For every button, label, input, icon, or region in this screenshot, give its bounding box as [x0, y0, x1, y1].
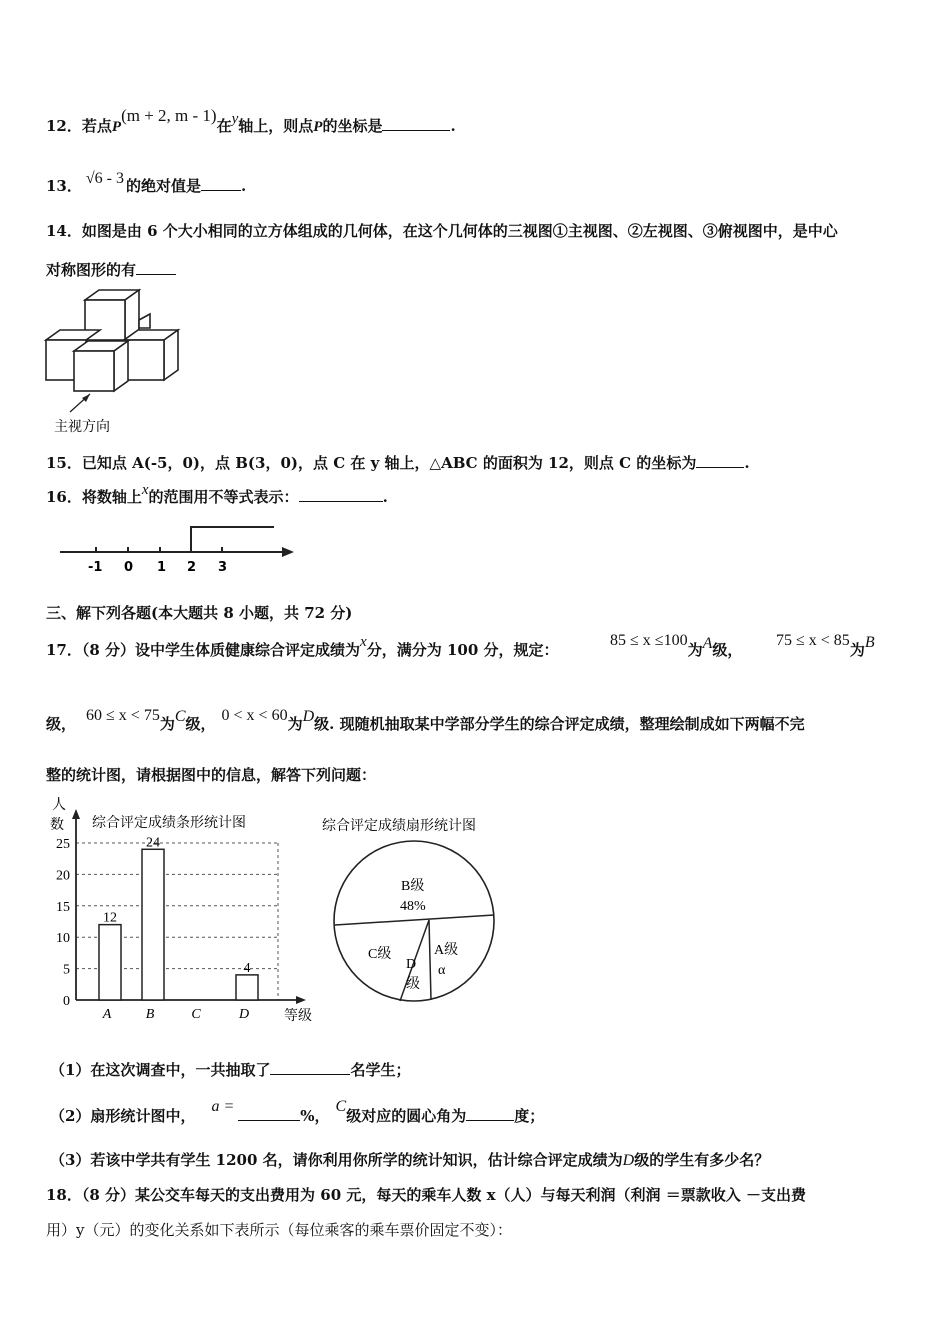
slice-value-b: 48% — [400, 899, 426, 914]
grade-b-rule — [776, 632, 875, 661]
tick-label: 0 — [124, 560, 134, 575]
slice-value-a: α — [438, 963, 446, 978]
y-axis-label: 数 — [50, 817, 64, 833]
text: . — [382, 488, 388, 506]
y-tick-label: 20 — [56, 868, 70, 884]
y-tick-label: 10 — [56, 931, 70, 947]
tick-label: 3 — [218, 560, 228, 575]
text: 若点 — [81, 117, 112, 135]
slice-label-d-ji: 级 — [406, 977, 420, 992]
bar-chart-title: 综合评定成绩条形统计图 — [92, 815, 246, 831]
question-13 — [46, 170, 247, 197]
grade-a-rule — [610, 632, 743, 661]
text: （1）在这次调查中，一共抽取了 — [50, 1061, 271, 1079]
x-axis-label: 等级 — [284, 1008, 312, 1024]
slice-label-a: A级 — [434, 943, 459, 958]
y-axis-arrow — [72, 809, 80, 819]
question-number: 13． — [46, 177, 82, 195]
text: 轴上，则点 — [238, 117, 314, 135]
var-a: a = — [211, 1098, 235, 1115]
text: 级的学生有多少名？ — [634, 1151, 770, 1169]
question-18-line2: 用）y（元）的变化关系如下表所示（每位乘客的乘车票价固定不变）： — [46, 1221, 512, 1239]
x-tick-label: B — [145, 1007, 155, 1022]
range-a: 85 ≤ x ≤100 — [610, 632, 688, 649]
bar-value-label: 12 — [103, 910, 117, 926]
question-17-sub2 — [50, 1098, 545, 1127]
text: （3）若该中学共有学生 1200 名，请你利用你所学的统计知识，估计综合评定成绩为 — [50, 1151, 623, 1169]
text: 的坐标是 — [322, 117, 383, 135]
number-line — [58, 520, 298, 576]
answer-blank[interactable] — [238, 1104, 300, 1121]
question-14-line1: 14．如图是由 6 个大小相同的立方体组成的几何体，在这个几何体的三视图①主视图、②左视图、③俯视图中，是中心 — [46, 222, 838, 240]
tick-label: 1 — [157, 560, 167, 575]
question-12 — [46, 106, 456, 137]
bar-value-label: 4 — [243, 960, 251, 976]
pie-chart — [318, 808, 518, 1008]
tick-label: -1 — [88, 560, 103, 575]
question-17-line3: 整的统计图，请根据图中的信息，解答下列问题： — [46, 766, 377, 784]
range-d: 0 < x < 60 — [221, 707, 288, 724]
x-axis-arrow — [296, 996, 306, 1004]
question-16 — [46, 482, 388, 508]
bar-a — [99, 925, 121, 1000]
tick-label: 2 — [187, 560, 197, 575]
text: 在 — [216, 117, 232, 135]
y-tick-label: 0 — [63, 994, 70, 1009]
text: 对称图形的有 — [46, 261, 137, 279]
x-tick-label: A — [102, 1007, 112, 1022]
figure-label: 主视方向 — [54, 419, 110, 435]
text: 的范围用不等式表示： — [148, 488, 299, 506]
text: （2）扇形统计图中， — [50, 1107, 196, 1125]
answer-blank[interactable] — [201, 174, 241, 191]
question-15 — [46, 451, 750, 473]
pie-title: 综合评定成绩扇形统计图 — [322, 818, 476, 834]
text: . — [450, 117, 456, 135]
point-p: P — [111, 119, 122, 135]
sqrt-expression: √6 - 3 — [85, 170, 124, 187]
point-coordinate: (m + 2, m - 1) — [121, 106, 217, 125]
text: 为 — [849, 641, 865, 659]
question-17-line2 — [46, 707, 805, 735]
x-tick-label: C — [191, 1007, 201, 1022]
text: 度； — [514, 1107, 545, 1125]
text: 分，满分为 100 分，规定： — [366, 641, 559, 659]
text: 为 — [159, 715, 175, 733]
answer-blank[interactable] — [382, 114, 450, 131]
text: 级， — [46, 715, 77, 733]
bar-chart — [40, 793, 330, 1028]
question-14-line2 — [46, 258, 176, 280]
question-18-line1: 18．（8 分）某公交车每天的支出费用为 60 元，每天的乘车人数 x（人）与每天利润（利润 ＝票款收入 －支出费 — [46, 1186, 806, 1204]
var-x: x — [360, 634, 367, 650]
y-tick-label: 25 — [56, 837, 70, 852]
grade-b: B — [864, 634, 875, 651]
answer-blank[interactable] — [136, 258, 176, 275]
text: 16．将数轴上 — [46, 488, 142, 506]
bar-b — [142, 849, 164, 1000]
answer-blank[interactable] — [696, 451, 744, 468]
text: . — [241, 177, 247, 195]
answer-blank[interactable] — [270, 1058, 350, 1075]
grade-a: A — [702, 635, 713, 652]
text: 级， — [712, 641, 743, 659]
grade-d: D — [622, 1152, 635, 1169]
range-b: 75 ≤ x < 85 — [776, 632, 850, 649]
slice-label-b: B级 — [401, 879, 425, 894]
grade-c: C — [174, 708, 186, 725]
point-p: P — [313, 119, 323, 135]
cube-figure — [42, 288, 187, 436]
text: . — [744, 454, 750, 472]
question-17-sub3 — [50, 1150, 769, 1171]
answer-blank[interactable] — [466, 1104, 514, 1121]
text: 为 — [687, 641, 703, 659]
text: 级对应的圆心角为 — [346, 1107, 467, 1125]
text: 为 — [287, 715, 303, 733]
var-y: y — [231, 111, 239, 127]
text: %， — [300, 1107, 330, 1125]
text: 17．（8 分）设中学生体质健康综合评定成绩为 — [46, 641, 361, 659]
slice-label-d-letter: D — [406, 957, 417, 972]
answer-blank[interactable] — [299, 485, 383, 502]
question-17-sub1 — [50, 1058, 410, 1080]
slice-label-c: C级 — [368, 947, 392, 962]
y-tick-label: 15 — [56, 899, 70, 915]
x-tick-label: D — [238, 1007, 250, 1022]
text: 级， — [185, 715, 216, 733]
bar-value-label: 24 — [146, 835, 160, 851]
text: 的绝对值是 — [125, 177, 201, 195]
bar-d — [236, 975, 258, 1000]
section-heading: 三、解下列各题(本大题共 8 小题，共 72 分) — [46, 604, 353, 622]
grade-c: C — [335, 1098, 347, 1115]
question-17-line1 — [46, 634, 559, 661]
y-axis-label: 人 — [52, 797, 66, 813]
text: 名学生； — [350, 1061, 411, 1079]
y-tick-label: 5 — [63, 962, 70, 978]
var-x: x — [141, 482, 149, 498]
grade-d: D — [302, 708, 315, 725]
range-c: 60 ≤ x < 75 — [86, 707, 160, 724]
text: 15．已知点 A(-5，0)，点 B(3，0)，点 C 在 y 轴上，△ABC 的面积为 12，则点 C 的坐标为 — [46, 454, 697, 472]
range-bracket — [191, 527, 274, 552]
text: 级. 现随机抽取某中学部分学生的综合评定成绩，整理绘制成如下两幅不完 — [314, 715, 805, 733]
question-number: 12． — [46, 117, 82, 135]
